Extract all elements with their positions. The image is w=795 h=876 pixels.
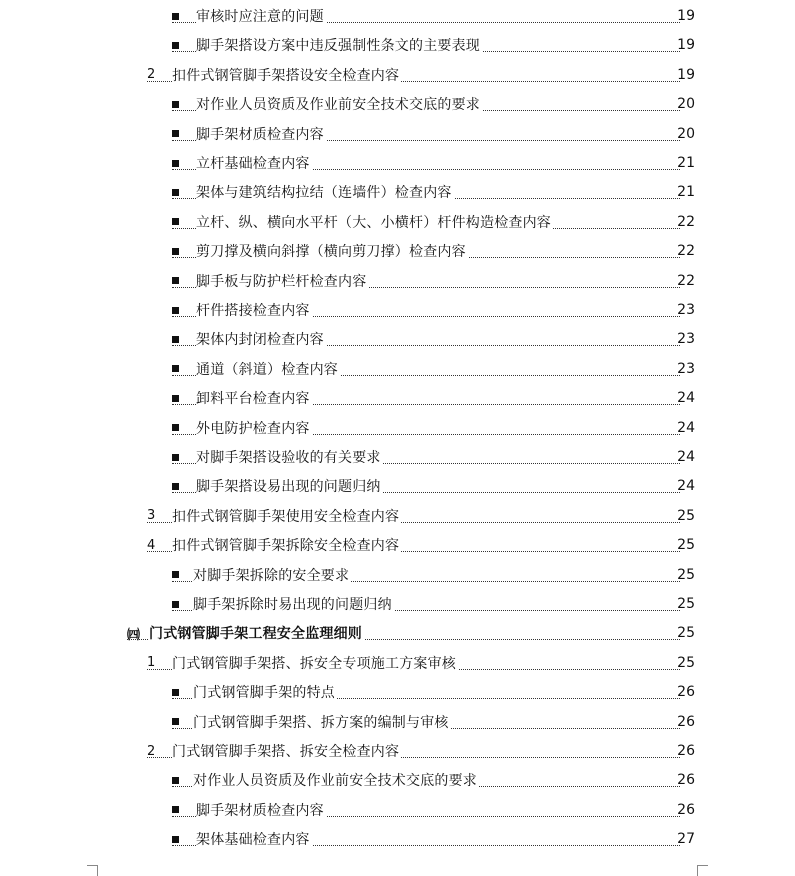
bullet-icon bbox=[172, 160, 179, 167]
toc-entry[interactable] bbox=[0, 681, 795, 703]
toc-entry[interactable] bbox=[0, 93, 795, 115]
toc-entry-number: 2 bbox=[147, 743, 156, 759]
bullet-icon bbox=[172, 248, 179, 255]
bullet-icon bbox=[172, 13, 179, 20]
bullet-icon bbox=[172, 189, 179, 196]
toc-entry-page-number: 19 bbox=[677, 37, 695, 54]
toc-entry-page-number: 22 bbox=[677, 213, 695, 230]
toc-entry-number: ㈣ bbox=[127, 627, 141, 643]
toc-entry-page-number: 20 bbox=[677, 96, 695, 113]
toc-entry[interactable] bbox=[0, 387, 795, 409]
bullet-icon bbox=[172, 277, 179, 284]
toc-entry[interactable] bbox=[0, 475, 795, 497]
toc-entry[interactable] bbox=[0, 828, 795, 850]
bullet-icon bbox=[172, 806, 179, 813]
toc-entry-title: 通道（斜道）检查内容 bbox=[196, 359, 340, 379]
toc-entry[interactable] bbox=[0, 711, 795, 733]
bullet-icon bbox=[172, 307, 179, 314]
toc-entry-title: 剪刀撑及横向斜撑（横向剪刀撑）检查内容 bbox=[196, 241, 468, 261]
toc-entry-title: 脚手架拆除时易出现的问题归纳 bbox=[193, 594, 394, 614]
toc-entry-page-number: 22 bbox=[677, 272, 695, 289]
toc-entry[interactable] bbox=[0, 417, 795, 439]
bullet-icon bbox=[172, 424, 179, 431]
toc-entry[interactable] bbox=[0, 740, 795, 762]
toc-entry-title: 对作业人员资质及作业前安全技术交底的要求 bbox=[193, 770, 479, 790]
toc-entry-title: 架体基础检查内容 bbox=[196, 829, 312, 849]
toc-entry-title: 卸料平台检查内容 bbox=[196, 388, 312, 408]
toc-entry-title: 外电防护检查内容 bbox=[196, 418, 312, 438]
toc-entry[interactable] bbox=[0, 240, 795, 262]
toc-entry-number: 2 bbox=[147, 67, 156, 83]
toc-entry[interactable] bbox=[0, 505, 795, 527]
toc-entry-number: 3 bbox=[147, 508, 156, 524]
toc-entry-page-number: 26 bbox=[677, 684, 695, 701]
toc-entry[interactable] bbox=[0, 299, 795, 321]
toc-entry-title: 扣件式钢管脚手架使用安全检查内容 bbox=[172, 506, 401, 526]
toc-entry[interactable] bbox=[0, 152, 795, 174]
bullet-icon bbox=[172, 601, 179, 608]
toc-entry-page-number: 24 bbox=[677, 390, 695, 407]
toc-entry-page-number: 27 bbox=[677, 831, 695, 848]
toc-entry-page-number: 21 bbox=[677, 184, 695, 201]
toc-entry-title: 门式钢管脚手架的特点 bbox=[193, 682, 337, 702]
toc-entry-page-number: 24 bbox=[677, 478, 695, 495]
toc-entry-title: 杆件搭接检查内容 bbox=[196, 300, 312, 320]
toc-entry[interactable] bbox=[0, 123, 795, 145]
toc-entry-title: 门式钢管脚手架搭、拆方案的编制与审核 bbox=[193, 712, 451, 732]
bullet-icon bbox=[172, 130, 179, 137]
toc-entry[interactable] bbox=[0, 769, 795, 791]
toc-entry-title: 门式钢管脚手架工程安全监理细则 bbox=[149, 623, 364, 643]
toc-entry[interactable] bbox=[0, 622, 795, 644]
toc-entry-page-number: 26 bbox=[677, 743, 695, 759]
toc-entry-number: 1 bbox=[147, 655, 156, 671]
toc-entry-title: 审核时应注意的问题 bbox=[196, 6, 326, 26]
toc-entry-title: 脚手架搭设易出现的问题归纳 bbox=[196, 476, 383, 496]
bullet-icon bbox=[172, 777, 179, 784]
toc-entry-number: 4 bbox=[147, 537, 156, 553]
toc-entry[interactable] bbox=[0, 564, 795, 586]
toc-entry-page-number: 24 bbox=[677, 419, 695, 436]
toc-entry-page-number: 19 bbox=[677, 66, 695, 83]
toc-entry-title: 立杆、纵、横向水平杆（大、小横杆）杆件构造检查内容 bbox=[196, 212, 553, 232]
toc-entry-page-number: 25 bbox=[677, 625, 695, 642]
toc-entry[interactable] bbox=[0, 328, 795, 350]
page-corner-mark-right bbox=[697, 865, 708, 876]
toc-entry-page-number: 25 bbox=[677, 596, 695, 612]
toc-entry-title: 脚手架材质检查内容 bbox=[196, 800, 326, 820]
toc-entry-page-number: 26 bbox=[677, 713, 695, 730]
toc-entry-title: 对脚手架搭设验收的有关要求 bbox=[196, 447, 383, 467]
bullet-icon bbox=[172, 836, 179, 843]
bullet-icon bbox=[172, 218, 179, 225]
bullet-icon bbox=[172, 365, 179, 372]
toc-entry[interactable] bbox=[0, 358, 795, 380]
toc-entry[interactable] bbox=[0, 652, 795, 674]
bullet-icon bbox=[172, 42, 179, 49]
toc-entry-page-number: 25 bbox=[677, 654, 695, 671]
toc-entry[interactable] bbox=[0, 5, 795, 27]
toc-entry-title: 架体内封闭检查内容 bbox=[196, 329, 326, 349]
toc-entry-title: 对脚手架拆除的安全要求 bbox=[193, 565, 351, 585]
toc-entry[interactable] bbox=[0, 64, 795, 86]
bullet-icon bbox=[172, 395, 179, 402]
toc-entry-page-number: 25 bbox=[677, 537, 695, 554]
toc-entry-title: 脚手板与防护栏杆检查内容 bbox=[196, 271, 368, 291]
toc-entry-page-number: 25 bbox=[677, 507, 695, 524]
toc-entry-page-number: 20 bbox=[677, 125, 695, 142]
bullet-icon bbox=[172, 101, 179, 108]
toc-entry[interactable] bbox=[0, 34, 795, 56]
toc-entry-title: 脚手架材质检查内容 bbox=[196, 124, 326, 144]
bullet-icon bbox=[172, 571, 179, 578]
toc-entry[interactable] bbox=[0, 270, 795, 292]
toc-entry-title: 门式钢管脚手架搭、拆安全专项施工方案审核 bbox=[172, 653, 458, 673]
toc-entry[interactable] bbox=[0, 799, 795, 821]
toc-entry-title: 架体与建筑结构拉结（连墙件）检查内容 bbox=[196, 182, 454, 202]
toc-entry-page-number: 21 bbox=[677, 155, 695, 171]
toc-entry-page-number: 23 bbox=[677, 360, 695, 377]
toc-entry-page-number: 24 bbox=[677, 449, 695, 465]
toc-entry[interactable] bbox=[0, 593, 795, 615]
toc-entry-title: 扣件式钢管脚手架搭设安全检查内容 bbox=[172, 65, 401, 85]
bullet-icon bbox=[172, 483, 179, 490]
bullet-icon bbox=[172, 336, 179, 343]
toc-entry-page-number: 23 bbox=[677, 331, 695, 348]
toc-entry-title: 扣件式钢管脚手架拆除安全检查内容 bbox=[172, 535, 401, 555]
toc-entry-page-number: 19 bbox=[677, 8, 695, 24]
bullet-icon bbox=[172, 718, 179, 725]
toc-entry-page-number: 26 bbox=[677, 772, 695, 789]
toc-entry-title: 门式钢管脚手架搭、拆安全检查内容 bbox=[172, 741, 401, 761]
toc-entry-title: 脚手架搭设方案中违反强制性条文的主要表现 bbox=[196, 35, 482, 55]
toc-entry-title: 对作业人员资质及作业前安全技术交底的要求 bbox=[196, 94, 482, 114]
toc-entry-page-number: 23 bbox=[677, 302, 695, 318]
bullet-icon bbox=[172, 454, 179, 461]
toc-entry-page-number: 25 bbox=[677, 566, 695, 583]
toc-entry[interactable] bbox=[0, 534, 795, 556]
bullet-icon bbox=[172, 689, 179, 696]
page-corner-mark-left bbox=[87, 865, 98, 876]
toc-entry[interactable] bbox=[0, 181, 795, 203]
toc-entry[interactable] bbox=[0, 446, 795, 468]
toc-entry-page-number: 22 bbox=[677, 243, 695, 260]
toc-entry-page-number: 26 bbox=[677, 801, 695, 818]
toc-entry[interactable] bbox=[0, 211, 795, 233]
toc-entry-title: 立杆基础检查内容 bbox=[196, 153, 312, 173]
